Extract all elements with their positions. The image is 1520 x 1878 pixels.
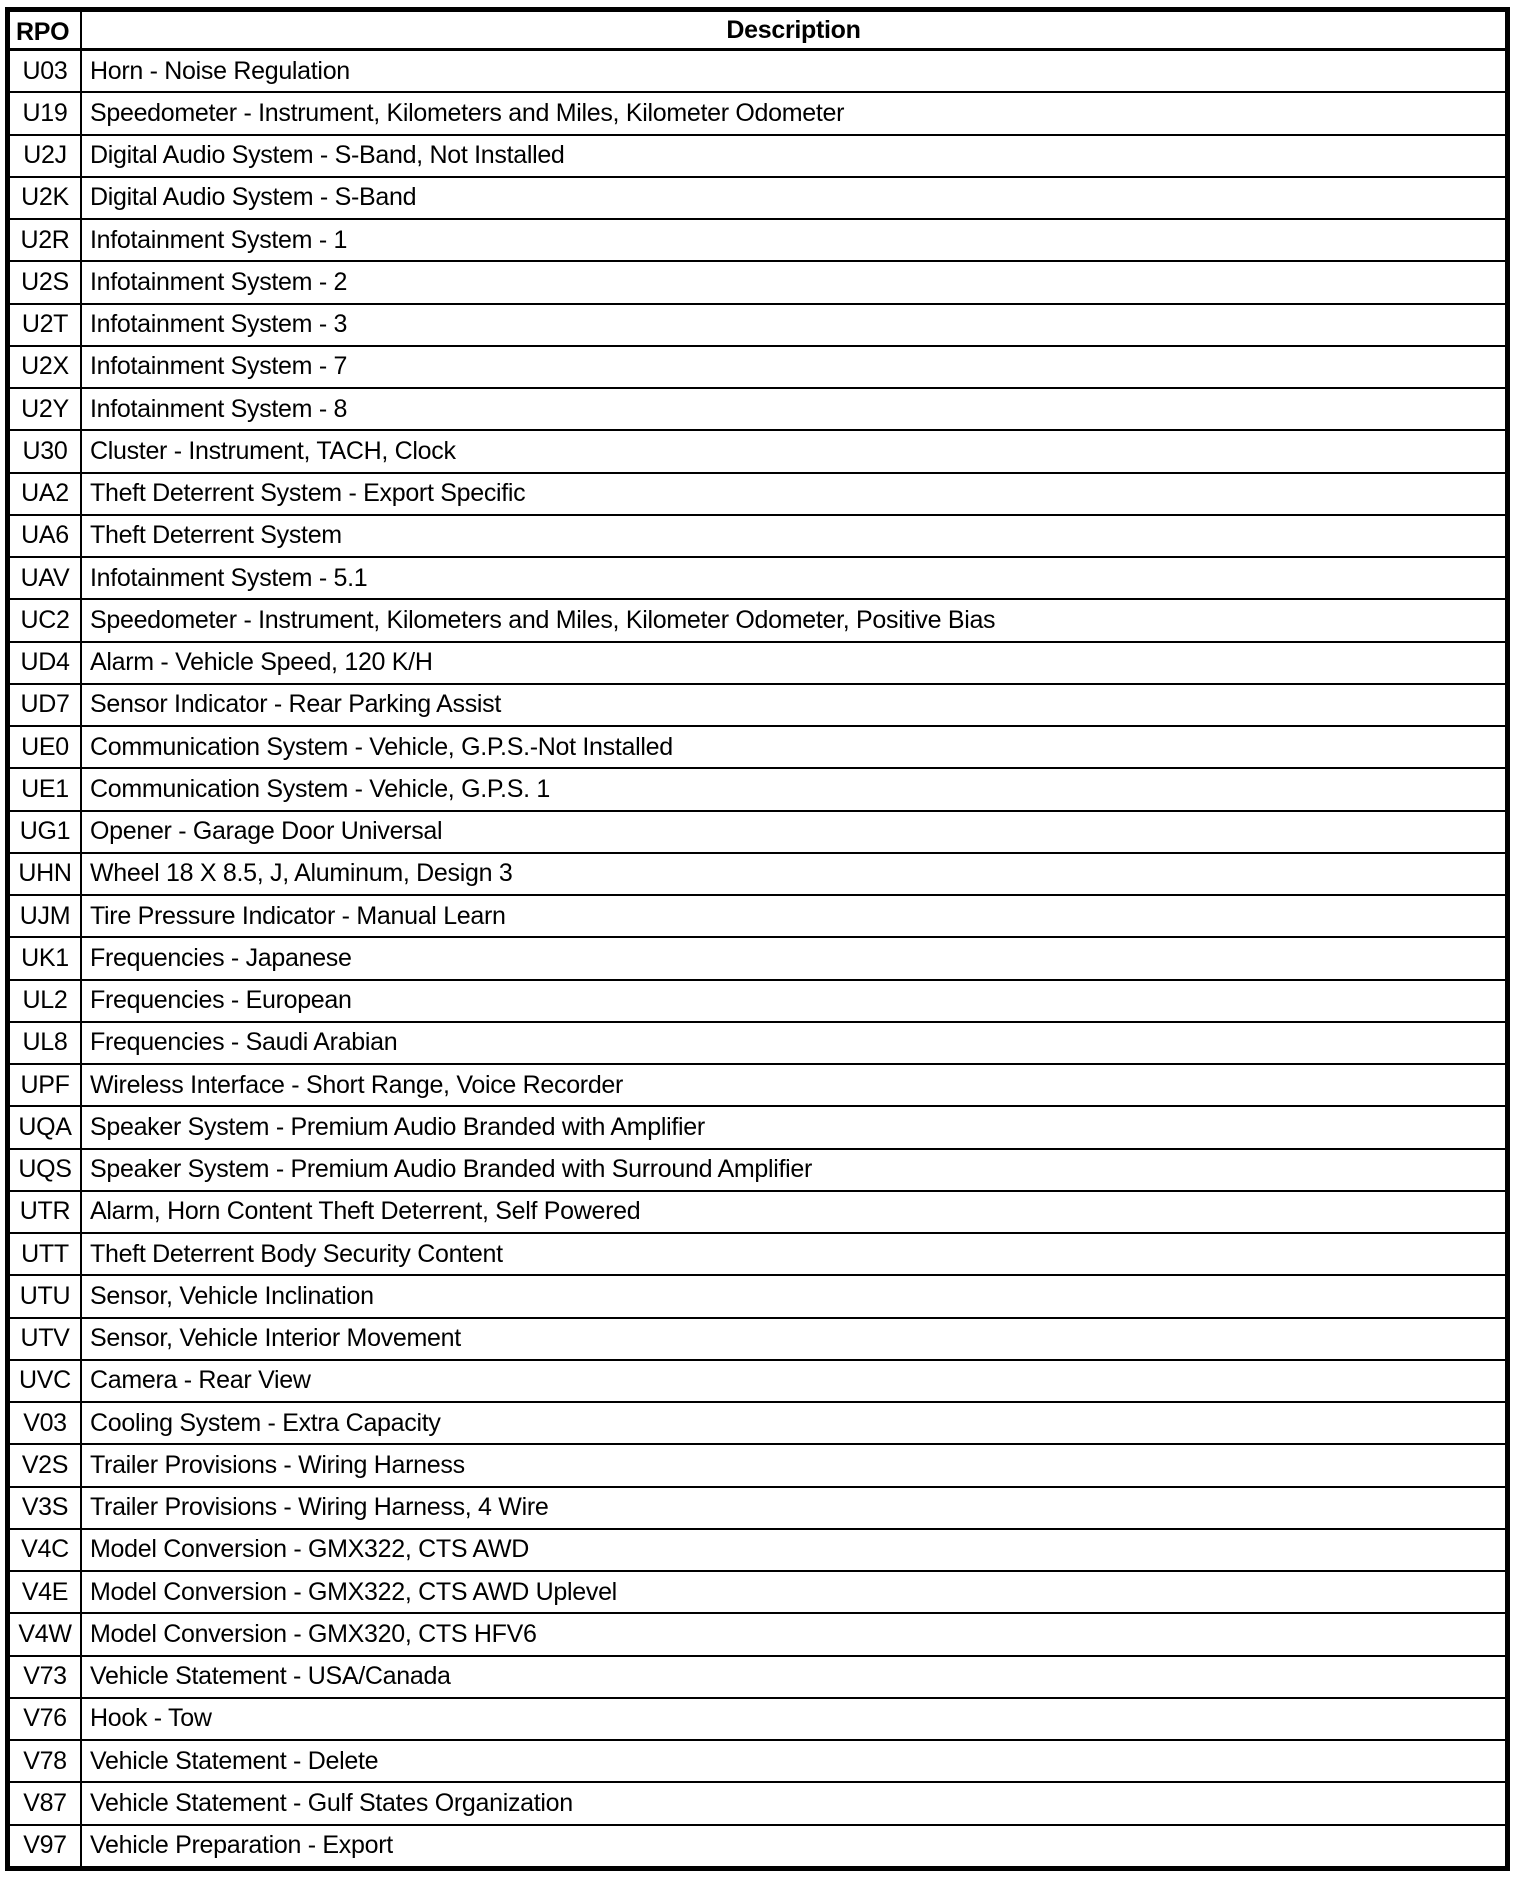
description-cell: Alarm, Horn Content Theft Deterrent, Self Powered bbox=[81, 1191, 1508, 1233]
rpo-code-cell: V4W bbox=[8, 1613, 82, 1655]
table-row bbox=[8, 346, 1508, 388]
description-cell: Infotainment System - 7 bbox=[81, 346, 1508, 388]
table-row bbox=[8, 1740, 1508, 1782]
description-cell: Frequencies - Japanese bbox=[81, 937, 1508, 979]
rpo-code-cell: V78 bbox=[8, 1740, 82, 1782]
rpo-code-cell: UA2 bbox=[8, 473, 82, 515]
table-row bbox=[8, 1360, 1508, 1402]
description-cell: Infotainment System - 2 bbox=[81, 261, 1508, 303]
description-cell: Alarm - Vehicle Speed, 120 K/H bbox=[81, 642, 1508, 684]
rpo-code-cell: UTU bbox=[8, 1275, 82, 1317]
table-row bbox=[8, 1191, 1508, 1233]
description-cell: Vehicle Statement - Gulf States Organization bbox=[81, 1782, 1508, 1824]
rpo-code-cell: UL2 bbox=[8, 980, 82, 1022]
rpo-code-cell: UTR bbox=[8, 1191, 82, 1233]
rpo-code-cell: U2R bbox=[8, 219, 82, 261]
description-cell: Tire Pressure Indicator - Manual Learn bbox=[81, 895, 1508, 937]
description-cell: Model Conversion - GMX322, CTS AWD bbox=[81, 1529, 1508, 1571]
table-row bbox=[8, 1782, 1508, 1824]
description-cell: Vehicle Preparation - Export bbox=[81, 1825, 1508, 1869]
table-row bbox=[8, 1233, 1508, 1275]
rpo-code-cell: UD7 bbox=[8, 684, 82, 726]
table-row bbox=[8, 1064, 1508, 1106]
description-cell: Wheel 18 X 8.5, J, Aluminum, Design 3 bbox=[81, 853, 1508, 895]
rpo-code-cell: U2K bbox=[8, 177, 82, 219]
table-row bbox=[8, 1825, 1508, 1869]
rpo-code-cell: UD4 bbox=[8, 642, 82, 684]
description-cell: Sensor, Vehicle Inclination bbox=[81, 1275, 1508, 1317]
rpo-code-cell: U30 bbox=[8, 430, 82, 472]
rpo-code-cell: U19 bbox=[8, 92, 82, 134]
table-row bbox=[8, 430, 1508, 472]
description-cell: Trailer Provisions - Wiring Harness, 4 Wire bbox=[81, 1487, 1508, 1529]
table-row bbox=[8, 599, 1508, 641]
description-cell: Infotainment System - 3 bbox=[81, 304, 1508, 346]
rpo-code-cell: U2Y bbox=[8, 388, 82, 430]
table-row bbox=[8, 1487, 1508, 1529]
description-cell: Model Conversion - GMX320, CTS HFV6 bbox=[81, 1613, 1508, 1655]
description-cell: Theft Deterrent System - Export Specific bbox=[81, 473, 1508, 515]
table-row bbox=[8, 811, 1508, 853]
rpo-code-cell: V97 bbox=[8, 1825, 82, 1869]
table-row bbox=[8, 1698, 1508, 1740]
rpo-code-cell: UA6 bbox=[8, 515, 82, 557]
rpo-code-cell: V73 bbox=[8, 1656, 82, 1698]
rpo-code-cell: UPF bbox=[8, 1064, 82, 1106]
table-row bbox=[8, 515, 1508, 557]
rpo-code-cell: UAV bbox=[8, 557, 82, 599]
table-row bbox=[8, 219, 1508, 261]
table-row bbox=[8, 50, 1508, 93]
rpo-code-cell: V03 bbox=[8, 1402, 82, 1444]
description-cell: Sensor Indicator - Rear Parking Assist bbox=[81, 684, 1508, 726]
description-cell: Speaker System - Premium Audio Branded with Amplifier bbox=[81, 1106, 1508, 1148]
table-row bbox=[8, 1022, 1508, 1064]
description-cell: Cluster - Instrument, TACH, Clock bbox=[81, 430, 1508, 472]
description-cell: Wireless Interface - Short Range, Voice Recorder bbox=[81, 1064, 1508, 1106]
table-row bbox=[8, 92, 1508, 134]
table-row bbox=[8, 642, 1508, 684]
table-row bbox=[8, 261, 1508, 303]
rpo-code-cell: V76 bbox=[8, 1698, 82, 1740]
description-cell: Frequencies - European bbox=[81, 980, 1508, 1022]
table-row bbox=[8, 1571, 1508, 1613]
table-row bbox=[8, 1529, 1508, 1571]
rpo-code-cell: UTV bbox=[8, 1318, 82, 1360]
description-cell: Frequencies - Saudi Arabian bbox=[81, 1022, 1508, 1064]
description-cell: Communication System - Vehicle, G.P.S.-Not Installed bbox=[81, 726, 1508, 768]
description-cell: Digital Audio System - S-Band, Not Installed bbox=[81, 135, 1508, 177]
table-row bbox=[8, 1318, 1508, 1360]
rpo-code-cell: V3S bbox=[8, 1487, 82, 1529]
rpo-code-cell: UG1 bbox=[8, 811, 82, 853]
table-row bbox=[8, 895, 1508, 937]
rpo-code-cell: UVC bbox=[8, 1360, 82, 1402]
rpo-code-cell: UE0 bbox=[8, 726, 82, 768]
table-header-row bbox=[8, 10, 1508, 50]
rpo-code-cell: U03 bbox=[8, 50, 82, 93]
table-row bbox=[8, 726, 1508, 768]
rpo-table-body bbox=[8, 50, 1508, 1869]
rpo-code-cell: UK1 bbox=[8, 937, 82, 979]
description-cell: Communication System - Vehicle, G.P.S. 1 bbox=[81, 768, 1508, 810]
description-cell: Theft Deterrent Body Security Content bbox=[81, 1233, 1508, 1275]
rpo-code-cell: UHN bbox=[8, 853, 82, 895]
table-row bbox=[8, 473, 1508, 515]
description-cell: Cooling System - Extra Capacity bbox=[81, 1402, 1508, 1444]
table-row bbox=[8, 1275, 1508, 1317]
table-row bbox=[8, 177, 1508, 219]
description-cell: Infotainment System - 5.1 bbox=[81, 557, 1508, 599]
table-row bbox=[8, 304, 1508, 346]
description-cell: Speaker System - Premium Audio Branded with Surround Amplifier bbox=[81, 1149, 1508, 1191]
table-row bbox=[8, 684, 1508, 726]
rpo-code-cell: V2S bbox=[8, 1444, 82, 1486]
rpo-code-cell: U2J bbox=[8, 135, 82, 177]
description-cell: Speedometer - Instrument, Kilometers and Miles, Kilometer Odometer bbox=[81, 92, 1508, 134]
rpo-code-cell: UC2 bbox=[8, 599, 82, 641]
table-row bbox=[8, 937, 1508, 979]
table-row bbox=[8, 853, 1508, 895]
description-column-header: Description bbox=[81, 10, 1508, 50]
description-cell: Infotainment System - 8 bbox=[81, 388, 1508, 430]
description-cell: Camera - Rear View bbox=[81, 1360, 1508, 1402]
description-cell: Hook - Tow bbox=[81, 1698, 1508, 1740]
rpo-code-cell: UE1 bbox=[8, 768, 82, 810]
description-cell: Vehicle Statement - Delete bbox=[81, 1740, 1508, 1782]
description-cell: Horn - Noise Regulation bbox=[81, 50, 1508, 93]
description-cell: Opener - Garage Door Universal bbox=[81, 811, 1508, 853]
description-cell: Trailer Provisions - Wiring Harness bbox=[81, 1444, 1508, 1486]
rpo-code-cell: U2T bbox=[8, 304, 82, 346]
table-row bbox=[8, 1444, 1508, 1486]
description-cell: Infotainment System - 1 bbox=[81, 219, 1508, 261]
rpo-code-table bbox=[5, 7, 1510, 1871]
table-row bbox=[8, 557, 1508, 599]
description-cell: Digital Audio System - S-Band bbox=[81, 177, 1508, 219]
rpo-code-cell: UQS bbox=[8, 1149, 82, 1191]
rpo-code-cell: U2X bbox=[8, 346, 82, 388]
description-cell: Vehicle Statement - USA/Canada bbox=[81, 1656, 1508, 1698]
rpo-column-header: RPO bbox=[8, 10, 82, 50]
table-row bbox=[8, 1613, 1508, 1655]
rpo-code-cell: V4C bbox=[8, 1529, 82, 1571]
description-cell: Sensor, Vehicle Interior Movement bbox=[81, 1318, 1508, 1360]
rpo-code-cell: U2S bbox=[8, 261, 82, 303]
description-cell: Theft Deterrent System bbox=[81, 515, 1508, 557]
rpo-code-cell: UTT bbox=[8, 1233, 82, 1275]
table-row bbox=[8, 980, 1508, 1022]
rpo-code-cell: UL8 bbox=[8, 1022, 82, 1064]
table-row bbox=[8, 388, 1508, 430]
table-row bbox=[8, 1106, 1508, 1148]
rpo-code-cell: V87 bbox=[8, 1782, 82, 1824]
description-cell: Model Conversion - GMX322, CTS AWD Uplevel bbox=[81, 1571, 1508, 1613]
table-row bbox=[8, 135, 1508, 177]
table-row bbox=[8, 1656, 1508, 1698]
table-row bbox=[8, 1402, 1508, 1444]
rpo-code-cell: UJM bbox=[8, 895, 82, 937]
table-row bbox=[8, 768, 1508, 810]
description-cell: Speedometer - Instrument, Kilometers and Miles, Kilometer Odometer, Positive Bias bbox=[81, 599, 1508, 641]
rpo-code-cell: V4E bbox=[8, 1571, 82, 1613]
table-row bbox=[8, 1149, 1508, 1191]
rpo-code-cell: UQA bbox=[8, 1106, 82, 1148]
